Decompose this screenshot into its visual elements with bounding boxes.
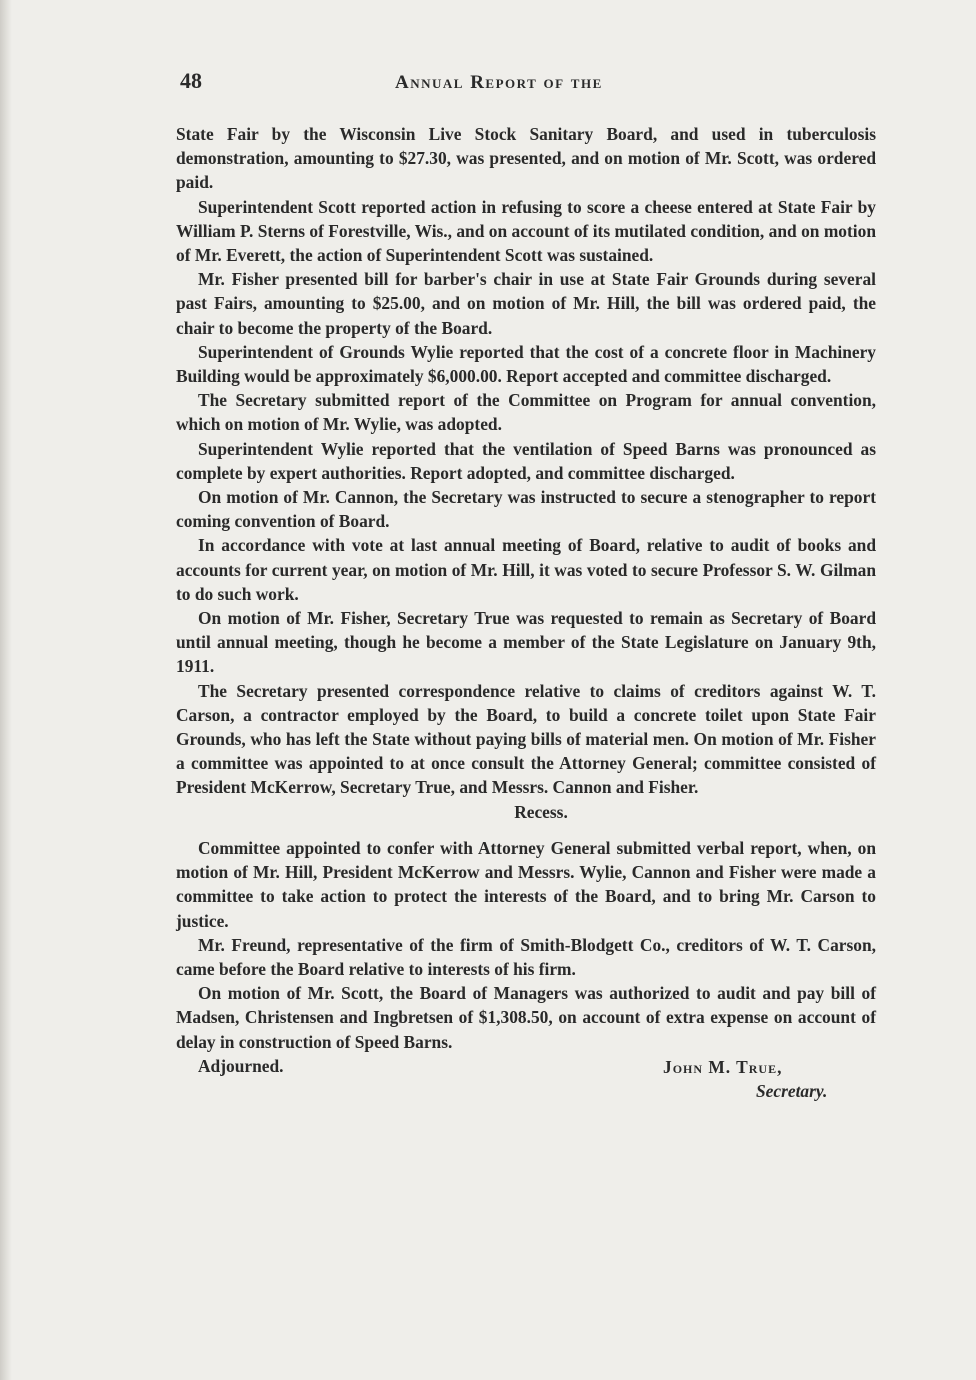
closing-block	[176, 1054, 876, 1108]
paragraph: The Secretary submitted report of the Committee on Program for annual convention, which on motion of Mr. Wylie, was adopted.	[176, 390, 876, 435]
paragraph: State Fair by the Wisconsin Live Stock Sanitary Board, and used in tuberculosis demonstration, amounting to $27.30, was presented, and on motion of Mr. Scott, was ordered paid.	[176, 124, 876, 193]
recess-heading: Recess.	[514, 801, 568, 822]
paragraph: Mr. Fisher presented bill for barber's chair in use at State Fair Grounds during several past Fairs, amounting to $25.00, and on motion of Mr. Hill, the bill was ordered paid, the chair to become the property of the Board.	[176, 269, 876, 338]
page-header	[180, 68, 880, 100]
running-head: Annual Report of the	[395, 72, 603, 93]
signer-name: John M. True,	[663, 1056, 783, 1077]
paragraph: The Secretary presented correspondence relative to claims of creditors against W. T. Carson, a contractor employed by the Board, to build a concrete toilet upon State Fair Grounds, who has left the State without paying bills of material men. On motion of Mr. Fisher a committee was appointed to at once consult the Attorney General; committee consisted of President McKerrow, Secretary True, and Messrs. Cannon and Fisher.	[176, 680, 876, 798]
page-number: 48	[180, 68, 202, 93]
signer-title: Secretary.	[756, 1080, 828, 1101]
paragraph: Superintendent Wylie reported that the ventilation of Speed Barns was pronounced as complete by expert authorities. Report adopted, and committee discharged.	[176, 438, 876, 483]
paragraph: Superintendent of Grounds Wylie reported that the cost of a concrete floor in Machinery Building would be approximately $6,000.00. Report accepted and committee discharged.	[176, 341, 876, 387]
paragraph: On motion of Mr. Scott, the Board of Managers was authorized to audit and pay bill of Madsen, Christensen and Ingbretsen of $1,308.50, on account of extra expense on account of delay in construction of Speed Barns.	[176, 983, 876, 1052]
paragraph: Committee appointed to confer with Attorney General submitted verbal report, when, on motion of Mr. Hill, President McKerrow and Messrs. Wylie, Cannon and Fisher were made a committee to take action to protect the interests of the Board, and to bring Mr. Carson to justice.	[176, 837, 876, 931]
adjourned-text: Adjourned.	[198, 1055, 284, 1076]
paragraph: Superintendent Scott reported action in refusing to score a cheese entered at State Fair by William P. Sterns of Forestville, Wis., and on account of its mutilated condition, and on motion of Mr. Everett, the action of Superintendent Scott was sustained.	[176, 196, 876, 266]
page-body	[176, 122, 876, 1108]
page-spine-shadow	[0, 0, 12, 1380]
paragraph: On motion of Mr. Cannon, the Secretary was instructed to secure a stenographer to report coming convention of Board.	[176, 487, 876, 532]
paragraph: In accordance with vote at last annual meeting of Board, relative to audit of books and accounts for current year, on motion of Mr. Hill, it was voted to secure Professor S. W. Gilman to do such work.	[176, 535, 876, 604]
paragraph: On motion of Mr. Fisher, Secretary True was requested to remain as Secretary of Board until annual meeting, though he become a member of the State Legislature on January 9th, 1911.	[176, 608, 876, 677]
paragraph: Mr. Freund, representative of the firm of Smith-Blodgett Co., creditors of W. T. Carson, came before the Board relative to interests of his firm.	[176, 934, 876, 979]
